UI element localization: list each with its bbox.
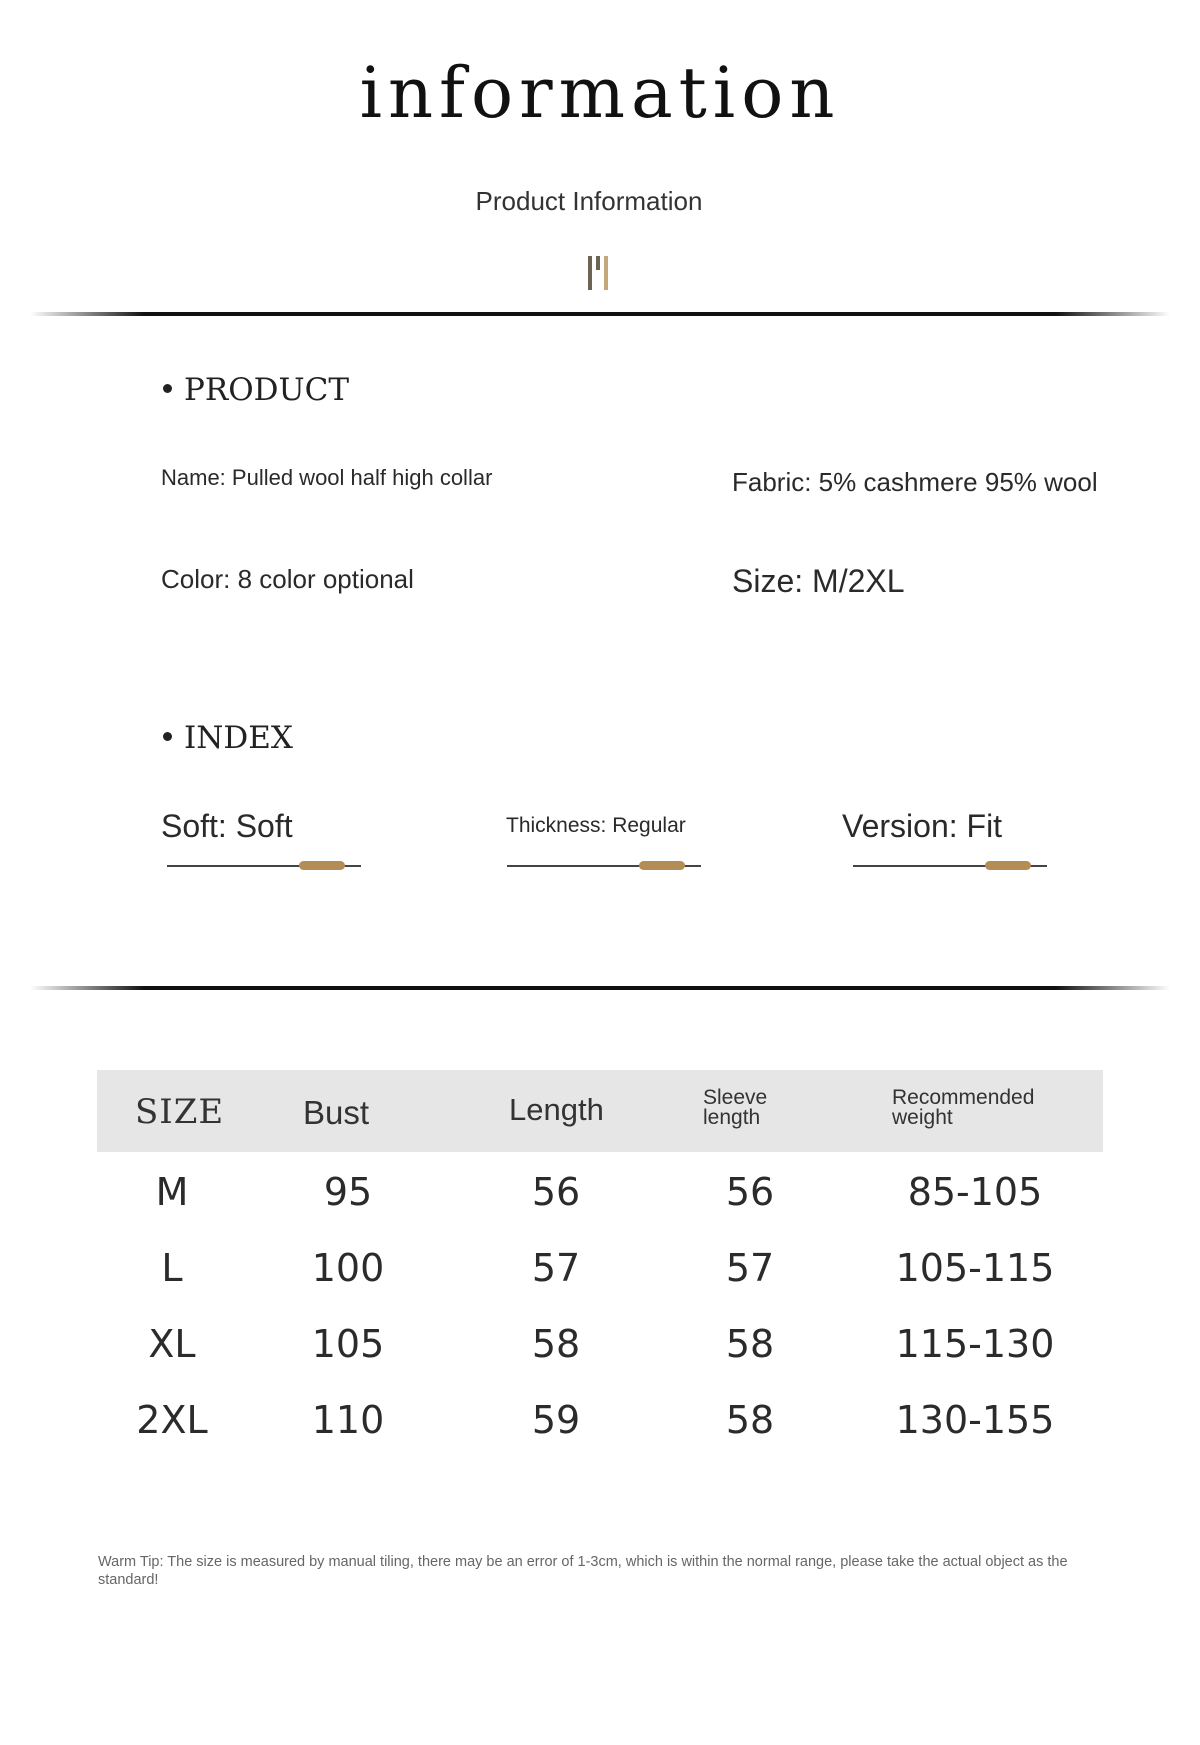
bullet-icon bbox=[163, 732, 172, 741]
header-bust: Bust bbox=[303, 1094, 370, 1131]
index-thickness-label: Thickness: Regular bbox=[506, 814, 686, 837]
table-cell: 85-105 bbox=[907, 1170, 1043, 1214]
table-cell: 58 bbox=[531, 1322, 581, 1366]
index-heading-label: INDEX bbox=[184, 720, 293, 756]
table-cell: 2XL bbox=[136, 1398, 208, 1442]
bullet-icon bbox=[163, 384, 172, 393]
table-cell: 59 bbox=[531, 1398, 581, 1442]
warm-tip: Warm Tip: The size is measured by manual tiling, there may be an error of 1-3cm, which is within the normal range, please take the actual object as the standard! bbox=[98, 1554, 1068, 1588]
table-cell: 58 bbox=[725, 1322, 775, 1366]
divider bbox=[30, 312, 1170, 316]
header-length: Length bbox=[509, 1092, 604, 1127]
table-cell: 130-155 bbox=[895, 1398, 1055, 1442]
page-subtitle: Product Information bbox=[475, 186, 703, 216]
header-sleeve-length: Sleeve length bbox=[703, 1086, 768, 1129]
page-title: information bbox=[359, 52, 841, 134]
header-recommended-weight: Recommended weight bbox=[892, 1086, 1035, 1129]
size-table-header bbox=[97, 1070, 1103, 1152]
index-version-knob bbox=[985, 861, 1031, 870]
index-heading bbox=[163, 720, 293, 756]
table-cell: 57 bbox=[531, 1246, 581, 1290]
decorative-bars-icon bbox=[588, 256, 612, 290]
product-size: Size: M/2XL bbox=[732, 563, 905, 599]
table-cell: 115-130 bbox=[895, 1322, 1055, 1366]
table-cell: XL bbox=[148, 1322, 196, 1366]
index-version-label: Version: Fit bbox=[842, 808, 1003, 844]
table-cell: 57 bbox=[725, 1246, 775, 1290]
product-heading-label: PRODUCT bbox=[184, 372, 349, 408]
table-cell: 58 bbox=[725, 1398, 775, 1442]
table-cell: 110 bbox=[311, 1398, 385, 1442]
product-heading bbox=[163, 372, 349, 408]
product-fabric: Fabric: 5% cashmere 95% wool bbox=[732, 467, 1098, 497]
table-cell: 56 bbox=[531, 1170, 581, 1214]
table-cell: L bbox=[161, 1246, 183, 1290]
divider bbox=[30, 986, 1170, 990]
table-cell: 105 bbox=[311, 1322, 385, 1366]
table-cell: 56 bbox=[725, 1170, 775, 1214]
table-cell: 95 bbox=[323, 1170, 373, 1214]
index-soft-label: Soft: Soft bbox=[161, 808, 293, 844]
table-cell: 105-115 bbox=[895, 1246, 1055, 1290]
index-thickness-knob bbox=[639, 861, 685, 870]
product-color: Color: 8 color optional bbox=[161, 564, 414, 594]
table-cell: M bbox=[155, 1170, 189, 1214]
product-name: Name: Pulled wool half high collar bbox=[161, 465, 493, 490]
index-soft-knob bbox=[299, 861, 345, 870]
header-size: SIZE bbox=[135, 1092, 225, 1132]
table-cell: 100 bbox=[311, 1246, 385, 1290]
